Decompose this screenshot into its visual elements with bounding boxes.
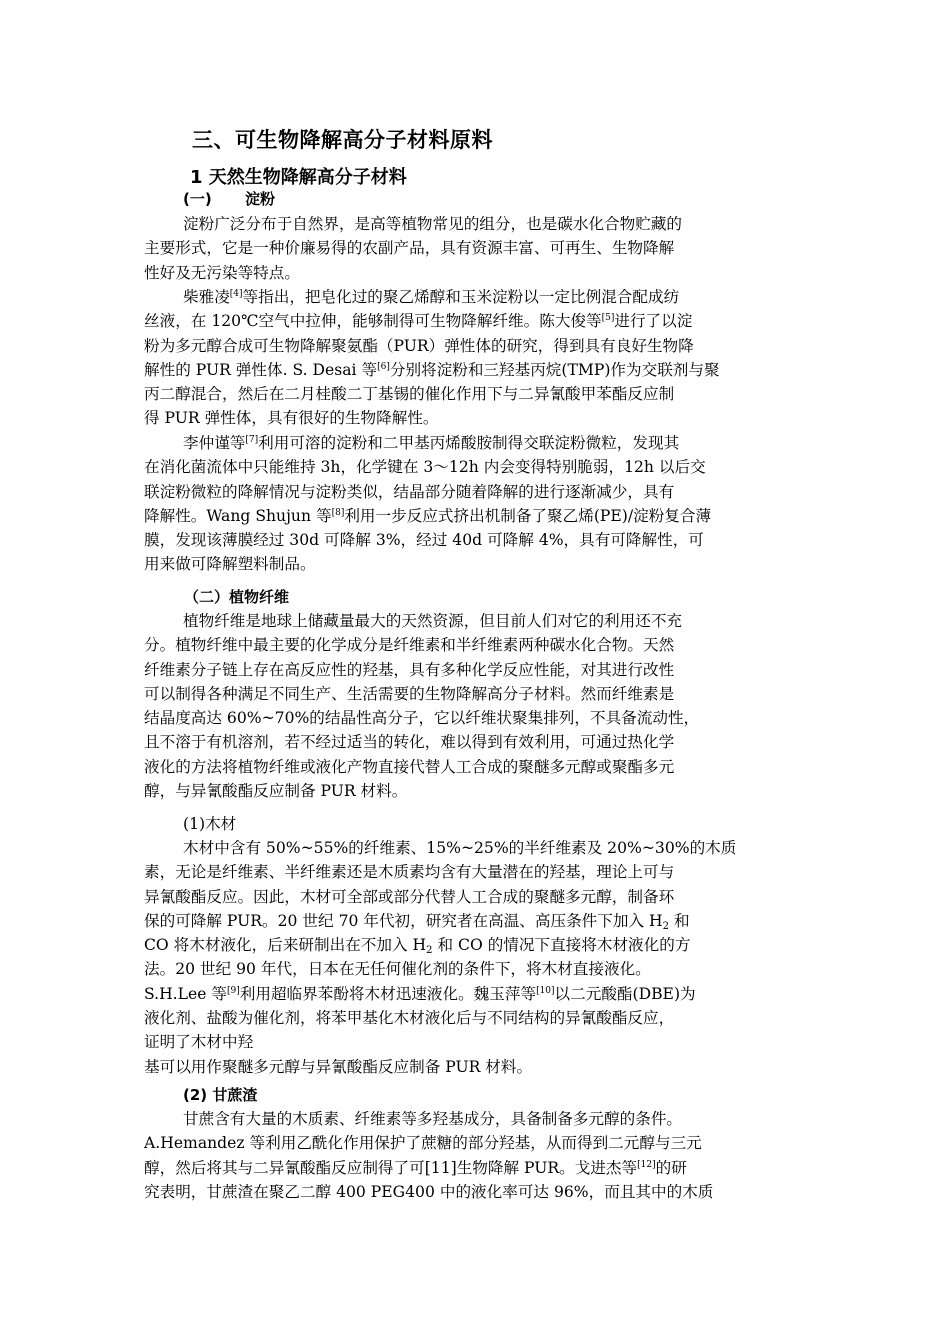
text-line: 分。植物纤维中最主要的化学成分是纤维素和半纤维素两种碳水化合物。天然 (144, 636, 675, 655)
text-line: 甘蔗含有大量的木质素、纤维素等多羟基成分，具备制备多元醇的条件。 (183, 1110, 683, 1128)
paragraph-bagasse (144, 1107, 806, 1204)
text-run: 丝液，在 120℃空气中拉伸，能够制得可生物降解纤维。陈大俊等 (144, 312, 602, 331)
text-line: 丙二醇混合，然后在二月桂酸二丁基锡的催化作用下与二异氰酸甲苯酯反应制 (144, 385, 675, 404)
text-run: 降解性。Wang Shujun 等 (144, 506, 332, 525)
text-line: 可以制得各种满足不同生产、生活需要的生物降解高分子材料。然而纤维素是 (144, 684, 675, 703)
text-line: 液化的方法将植物纤维或液化产物直接代替人工合成的聚醚多元醇或聚酯多元 (144, 757, 675, 776)
text-run: S.H.Lee 等 (144, 984, 228, 1003)
text-run: 李仲谨等 (183, 434, 246, 452)
text-run: 和 (668, 911, 690, 930)
text-run: 等指出，把皂化过的聚乙烯醇和玉米淀粉以一定比例混合配成纺 (242, 288, 680, 306)
text-line: 在消化菌流体中只能维持 3h，化学键在 3～12h 内会变得特别脆弱，12h 以后交 (144, 458, 706, 477)
text-line: 醇，与异氰酸酯反应制备 PUR 材料。 (144, 782, 408, 801)
paragraph-plant-fiber (144, 609, 806, 803)
text-line (144, 933, 806, 957)
text-run: 利用一步反应式挤出机制备了聚乙烯(PE)/淀粉复合薄 (344, 506, 712, 525)
citation: [4] (229, 289, 243, 299)
text-line: 基可以用作聚醚多元醇与异氰酸酯反应制备 PUR 材料。 (144, 1057, 533, 1076)
citation: [8] (331, 507, 345, 518)
citation: [5] (601, 313, 615, 324)
text-line: 究表明，甘蔗渣在聚乙二醇 400 PEG400 中的液化率可达 96%，而且其中的木质 (144, 1182, 714, 1201)
text-line (144, 285, 806, 309)
text-line (144, 982, 806, 1006)
text-line: 膜，发现该薄膜经过 30d 可降解 3%，经过 40d 可降解 4%，具有可降解性，可 (144, 531, 704, 550)
subscript: 2 (426, 945, 433, 957)
text-line: 素，无论是纤维素、半纤维素还是木质素均含有大量潜在的羟基，理论上可与 (144, 863, 675, 882)
paragraph-starch-fibers (144, 285, 806, 431)
text-line: 粉为多元醇合成可生物降解聚氨酯（PUR）弹性体的研究，得到具有良好生物降 (144, 336, 694, 355)
citation: [9] (227, 985, 240, 996)
text-line (144, 309, 806, 333)
subsection-number: (一) (183, 190, 212, 208)
text-line: A.Hemandez 等利用乙酰化作用保护了蔗糖的部分羟基，从而得到二元醇与三元 (144, 1134, 702, 1153)
text-line: 法。20 世纪 90 年代，日本在无任何催化剂的条件下，将木材直接液化。 (144, 960, 651, 979)
text-run: 和 CO 的情况下直接将木材液化的方 (432, 936, 691, 955)
text-line (144, 504, 806, 528)
chapter-title: 三、可生物降解高分子材料原料 (192, 128, 493, 152)
text-line: 用来做可降解塑料制品。 (144, 555, 316, 574)
section-title: 1 天然生物降解高分子材料 (190, 167, 407, 188)
text-line (144, 358, 806, 382)
citation: [12] (637, 1159, 656, 1170)
text-line: 且不溶于有机溶剂，若不经过适当的转化，难以得到有效利用，可通过热化学 (144, 733, 675, 752)
text-line: 木材中含有 50%~55%的纤维素、15%~25%的半纤维素及 20%~30%的木质 (183, 839, 737, 857)
text-line: 证明了木材中羟 (144, 1033, 254, 1052)
text-run: 分别将淀粉和三羟基丙烷(TMP)作为交联剂与聚 (389, 360, 720, 379)
text-run: 柴雅凌 (183, 288, 230, 306)
text-line: 联淀粉微粒的降解情况与淀粉类似，结晶部分随着降解的进行逐渐减少，具有 (144, 482, 675, 501)
text-run: 利用可溶的淀粉和二甲基丙烯酸胺制得交联淀粉微粒，发现其 (258, 434, 680, 452)
subsection-title: 淀粉 (245, 190, 276, 208)
text-line (144, 431, 806, 455)
subsection-heading-plant-fiber: （二）植物纤维 (184, 588, 290, 606)
text-line: 主要形式，它是一种价廉易得的农副产品，具有资源丰富、可再生、生物降解 (144, 239, 675, 258)
subscript: 2 (662, 920, 669, 932)
text-line: 结晶度高达 60%~70%的结晶性高分子，它以纤维状聚集排列，不具备流动性， (144, 709, 700, 728)
text-line (144, 909, 806, 933)
citation: [10] (536, 985, 555, 996)
text-line: 得 PUR 弹性体，具有很好的生物降解性。 (144, 409, 439, 428)
text-line: 异氰酸酯反应。因此，木材可全部或部分代替人工合成的聚醚多元醇，制备环 (144, 887, 675, 906)
text-line: 性好及无污染等特点。 (144, 263, 300, 282)
text-run: 的研 (655, 1158, 687, 1177)
citation: [7] (245, 435, 259, 445)
text-run: 以二元酸酯(DBE)为 (554, 984, 696, 1003)
paragraph-starch-microparticles (144, 431, 806, 577)
text-line (144, 1156, 806, 1180)
text-run: 保的可降解 PUR。20 世纪 70 年代初，研究者在高温、高压条件下加入 H (144, 911, 663, 930)
text-run: 进行了以淀 (614, 312, 693, 331)
text-line: 植物纤维是地球上储藏量最大的天然资源，但目前人们对它的利用还不充 (183, 612, 683, 630)
text-line: 液化剂、盐酸为催化剂，将苯甲基化木材液化后与不同结构的异氰酸酯反应， (144, 1009, 675, 1028)
subsection-heading-starch (183, 188, 275, 209)
subheading-bagasse: (2) 甘蔗渣 (183, 1086, 258, 1104)
text-line: 纤维素分子链上存在高反应性的羟基，具有多种化学反应性能，对其进行改性 (144, 660, 675, 679)
text-run: 醇，然后将其与二异氰酸酯反应制得了可[11]生物降解 PUR。戈进杰等 (144, 1158, 638, 1177)
subheading-wood: (1)木材 (183, 815, 237, 833)
text-run: 解性的 PUR 弹性体. S. Desai 等 (144, 360, 378, 379)
text-line: 淀粉广泛分布于自然界，是高等植物常见的组分，也是碳水化合物贮藏的 (183, 215, 683, 233)
paragraph-starch-intro (144, 212, 806, 285)
text-run: CO 将木材液化，后来研制出在不加入 H (144, 936, 427, 955)
citation: [6] (377, 361, 390, 372)
paragraph-wood (144, 836, 806, 1079)
text-run: 利用超临界苯酚将木材迅速液化。魏玉萍等 (239, 984, 537, 1003)
